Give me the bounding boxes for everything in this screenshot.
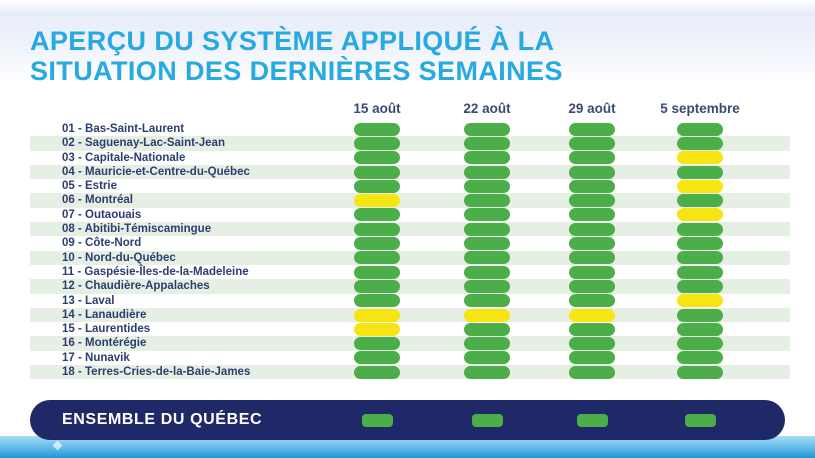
status-pill	[677, 123, 723, 136]
region-label-cell	[30, 279, 324, 293]
status-pill	[569, 151, 615, 164]
table-row	[30, 251, 790, 265]
status-pill	[354, 208, 400, 221]
status-pill	[677, 166, 723, 179]
status-pill	[464, 180, 510, 193]
region-label-cell	[30, 165, 324, 179]
summary-status-pill	[685, 414, 716, 427]
status-pill	[464, 266, 510, 279]
status-pill	[464, 323, 510, 336]
sparkle-decoration-icon	[53, 441, 63, 451]
table-row	[30, 193, 790, 207]
status-pill	[354, 351, 400, 364]
table-row	[30, 222, 790, 236]
status-pill	[354, 337, 400, 350]
table-row	[30, 308, 790, 322]
status-pill	[569, 180, 615, 193]
status-pill	[464, 309, 510, 322]
table-row	[30, 136, 790, 150]
status-pill	[354, 123, 400, 136]
summary-label: ENSEMBLE DU QUÉBEC	[62, 411, 263, 428]
status-pill	[569, 351, 615, 364]
status-pill	[569, 323, 615, 336]
summary-status-pill	[362, 414, 393, 427]
region-label: 11 - Gaspésie-Îles-de-la-Madeleine	[62, 265, 249, 278]
table-row	[30, 151, 790, 165]
status-pill	[677, 294, 723, 307]
status-pill	[677, 151, 723, 164]
table-row	[30, 165, 790, 179]
region-label: 16 - Montérégie	[62, 337, 147, 350]
status-pill	[354, 180, 400, 193]
status-pill	[354, 266, 400, 279]
status-pill	[464, 294, 510, 307]
title-line2: SITUATION DES DERNIÈRES SEMAINES	[30, 56, 563, 86]
region-label: 09 - Côte-Nord	[62, 237, 142, 250]
status-pill	[677, 280, 723, 293]
status-pill	[464, 280, 510, 293]
region-label-cell	[30, 179, 324, 193]
table-row	[30, 279, 790, 293]
column-header-22-aout: 22 août	[463, 101, 511, 116]
region-label-cell	[30, 351, 324, 365]
table-row	[30, 322, 790, 336]
status-pill	[677, 237, 723, 250]
status-pill	[464, 151, 510, 164]
table-body	[30, 122, 790, 379]
status-pill	[354, 323, 400, 336]
region-label: 14 - Lanaudière	[62, 308, 147, 321]
status-table	[30, 95, 790, 379]
region-label: 02 - Saguenay-Lac-Saint-Jean	[62, 137, 225, 150]
status-pill	[354, 309, 400, 322]
region-label: 17 - Nunavik	[62, 351, 130, 364]
region-label: 07 - Outaouais	[62, 208, 142, 221]
status-pill	[677, 208, 723, 221]
region-label-cell	[30, 151, 324, 165]
status-pill	[464, 223, 510, 236]
region-label-cell	[30, 236, 324, 250]
status-pill	[354, 280, 400, 293]
status-pill	[677, 366, 723, 379]
table-row	[30, 351, 790, 365]
status-pill	[464, 194, 510, 207]
status-pill	[677, 180, 723, 193]
region-label-cell	[30, 136, 324, 150]
status-pill	[677, 266, 723, 279]
status-pill	[464, 237, 510, 250]
status-pill	[569, 137, 615, 150]
region-label: 18 - Terres-Cries-de-la-Baie-James	[62, 366, 251, 379]
status-pill	[354, 223, 400, 236]
status-pill	[464, 123, 510, 136]
status-pill	[677, 223, 723, 236]
table-row	[30, 294, 790, 308]
status-pill	[354, 237, 400, 250]
region-label: 06 - Montréal	[62, 194, 133, 207]
region-label: 05 - Estrie	[62, 180, 117, 193]
status-pill	[354, 166, 400, 179]
status-pill	[354, 294, 400, 307]
status-pill	[569, 366, 615, 379]
status-pill	[569, 123, 615, 136]
status-pill	[569, 223, 615, 236]
table-row	[30, 365, 790, 379]
status-pill	[464, 251, 510, 264]
status-pill	[677, 351, 723, 364]
table-row	[30, 208, 790, 222]
region-label-cell	[30, 122, 324, 136]
status-pill	[677, 323, 723, 336]
region-label-cell	[30, 193, 324, 207]
region-label-cell	[30, 365, 324, 379]
region-label: 12 - Chaudière-Appalaches	[62, 280, 210, 293]
summary-label-cell	[30, 411, 324, 429]
status-pill	[569, 266, 615, 279]
status-pill	[569, 337, 615, 350]
region-label: 08 - Abitibi-Témiscamingue	[62, 223, 212, 236]
status-pill	[464, 166, 510, 179]
region-label-cell	[30, 294, 324, 308]
table-row	[30, 179, 790, 193]
region-label: 10 - Nord-du-Québec	[62, 251, 176, 264]
region-label: 04 - Mauricie-et-Centre-du-Québec	[62, 165, 250, 178]
page-title	[30, 26, 670, 86]
status-pill	[354, 366, 400, 379]
column-header-15-aout: 15 août	[353, 101, 401, 116]
status-pill	[569, 309, 615, 322]
region-label-cell	[30, 265, 324, 279]
column-header-5-septembre: 5 septembre	[660, 101, 740, 116]
status-pill	[464, 137, 510, 150]
region-label-cell	[30, 222, 324, 236]
table-row	[30, 122, 790, 136]
status-pill	[569, 280, 615, 293]
status-pill	[677, 337, 723, 350]
region-label: 03 - Capitale-Nationale	[62, 151, 186, 164]
status-pill	[569, 237, 615, 250]
region-label-cell	[30, 308, 324, 322]
region-label: 15 - Laurentides	[62, 323, 151, 336]
table-row	[30, 336, 790, 350]
status-pill	[354, 151, 400, 164]
table-row	[30, 236, 790, 250]
title-line1: APERÇU DU SYSTÈME APPLIQUÉ À LA	[30, 26, 555, 56]
summary-bar	[30, 400, 785, 440]
status-pill	[677, 251, 723, 264]
status-pill	[569, 166, 615, 179]
status-pill	[569, 194, 615, 207]
region-label: 01 - Bas-Saint-Laurent	[62, 123, 185, 135]
status-pill	[354, 194, 400, 207]
region-label: 13 - Laval	[62, 294, 115, 307]
region-label-cell	[30, 251, 324, 265]
region-label-cell	[30, 208, 324, 222]
summary-status-pill	[472, 414, 503, 427]
status-pill	[354, 137, 400, 150]
column-header-29-aout: 29 août	[568, 101, 616, 116]
table-row	[30, 265, 790, 279]
status-pill	[677, 309, 723, 322]
status-pill	[569, 251, 615, 264]
summary-status-pill	[577, 414, 608, 427]
status-pill	[464, 337, 510, 350]
table-header-row	[30, 95, 790, 122]
status-pill	[677, 137, 723, 150]
status-pill	[464, 366, 510, 379]
status-pill	[569, 294, 615, 307]
region-label-cell	[30, 322, 324, 336]
status-pill	[464, 208, 510, 221]
status-pill	[464, 351, 510, 364]
status-pill	[354, 251, 400, 264]
status-pill	[677, 194, 723, 207]
region-label-cell	[30, 336, 324, 350]
status-pill	[569, 208, 615, 221]
